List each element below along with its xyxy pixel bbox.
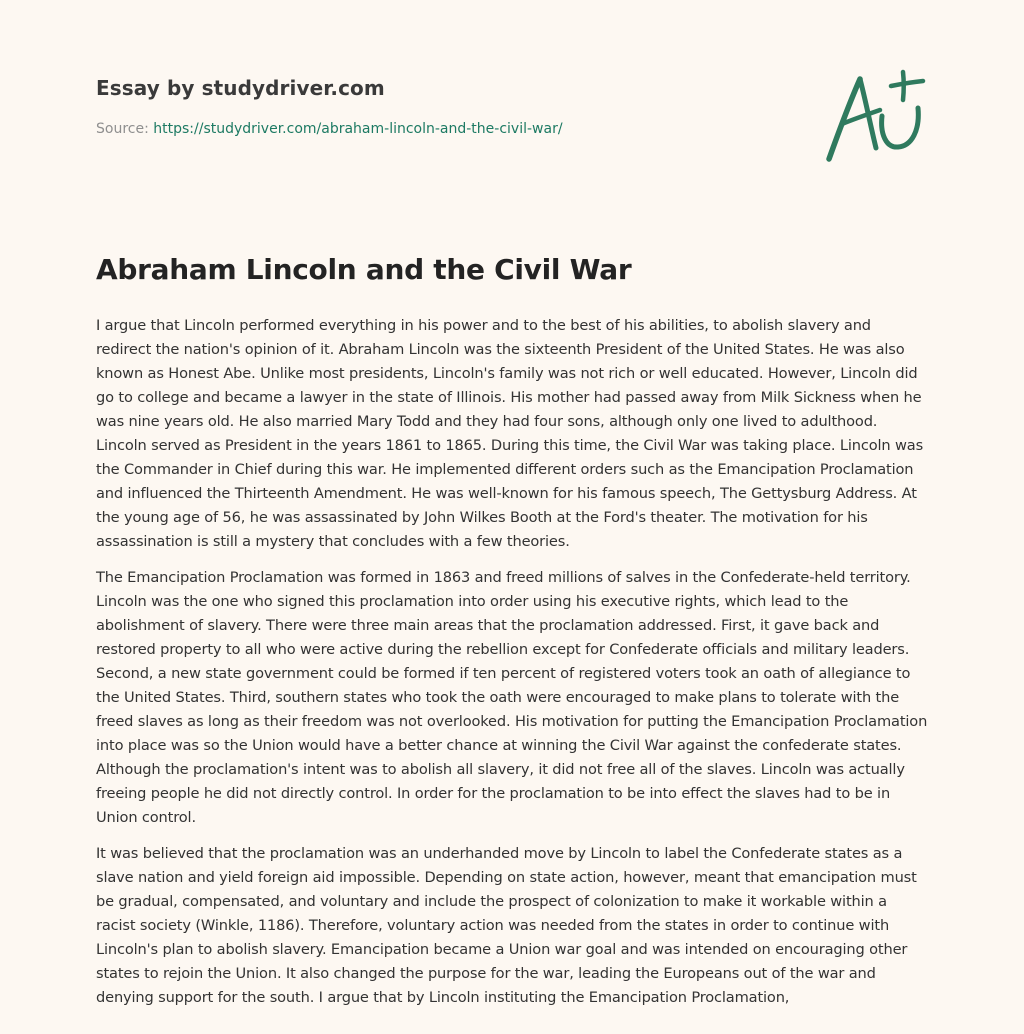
essay-body xyxy=(96,314,928,1022)
source-label: Source: xyxy=(96,121,149,137)
essay-paragraph: I argue that Lincoln performed everything in his power and to the best of his abilities, to abolish slavery and redirect the nation's opinion of it. Abraham Lincoln was the sixteenth President of the United States. He was also known as Honest Abe. Unlike most presidents, Lincoln's family was not rich or well educated. However, Lincoln did go to college and became a lawyer in the state of Illinois. His mother had passed away from Milk Sickness when he was nine years old. He also married Mary Todd and they had four sons, although only one lived to adulthood. Lincoln served as President in the years 1861 to 1865. During this time, the Civil War was taking place. Lincoln was the Commander in Chief during this war. He implemented different orders such as the Emancipation Proclamation and influenced the Thirteenth Amendment. He was well-known for his famous speech, The Gettysburg Address. At the young age of 56, he was assassinated by John Wilkes Booth at the Ford's theater. The motivation for his assassination is still a mystery that concludes with a few theories. xyxy=(96,317,924,550)
a-plus-logo-icon xyxy=(822,68,926,166)
essay-by-heading: Essay by studydriver.com xyxy=(96,76,385,100)
source-line xyxy=(96,121,563,137)
essay-header xyxy=(96,76,563,137)
essay-paragraph: It was believed that the proclamation was an underhanded move by Lincoln to label the Confederate states as a slave nation and yield foreign aid impossible. Depending on state action, however, meant that emancipation must be gradual, compensated, and voluntary and include the prospect of colonization to make it workable within a racist society (Winkle, 1186). Therefore, voluntary action was needed from the states in order to continue with Lincoln's plan to abolish slavery. Emancipation became a Union war goal and was intended on encouraging other states to rejoin the Union. It also changed the purpose for the war, leading the Europeans out of the war and denying support for the south. I argue that by Lincoln instituting the Emancipation Proclamation, xyxy=(96,845,917,1006)
essay-paragraph: The Emancipation Proclamation was formed in 1863 and freed millions of salves in the Confederate-held territory. Lincoln was the one who signed this proclamation into order using his executive rights, which lead to the abolishment of slavery. There were three main areas that the proclamation addressed. First, it gave back and restored property to all who were active during the rebellion except for Confederate officials and military leaders. Second, a new state government could be formed if ten percent of registered voters took an oath of allegiance to the United States. Third, southern states who took the oath were encouraged to make plans to tolerate with the freed slaves as long as their freedom was not overlooked. His motivation for putting the Emancipation Proclamation into place was so the Union would have a better chance at winning the Civil War against the confederate states. Although the proclamation's intent was to abolish all slavery, it did not free all of the slaves. Lincoln was actually freeing people he did not directly control. In order for the proclamation to be into effect the slaves had to be in Union control. xyxy=(96,569,928,826)
essay-title: Abraham Lincoln and the Civil War xyxy=(96,253,632,286)
source-link[interactable]: https://studydriver.com/abraham-lincoln-and-the-civil-war/ xyxy=(153,121,563,137)
